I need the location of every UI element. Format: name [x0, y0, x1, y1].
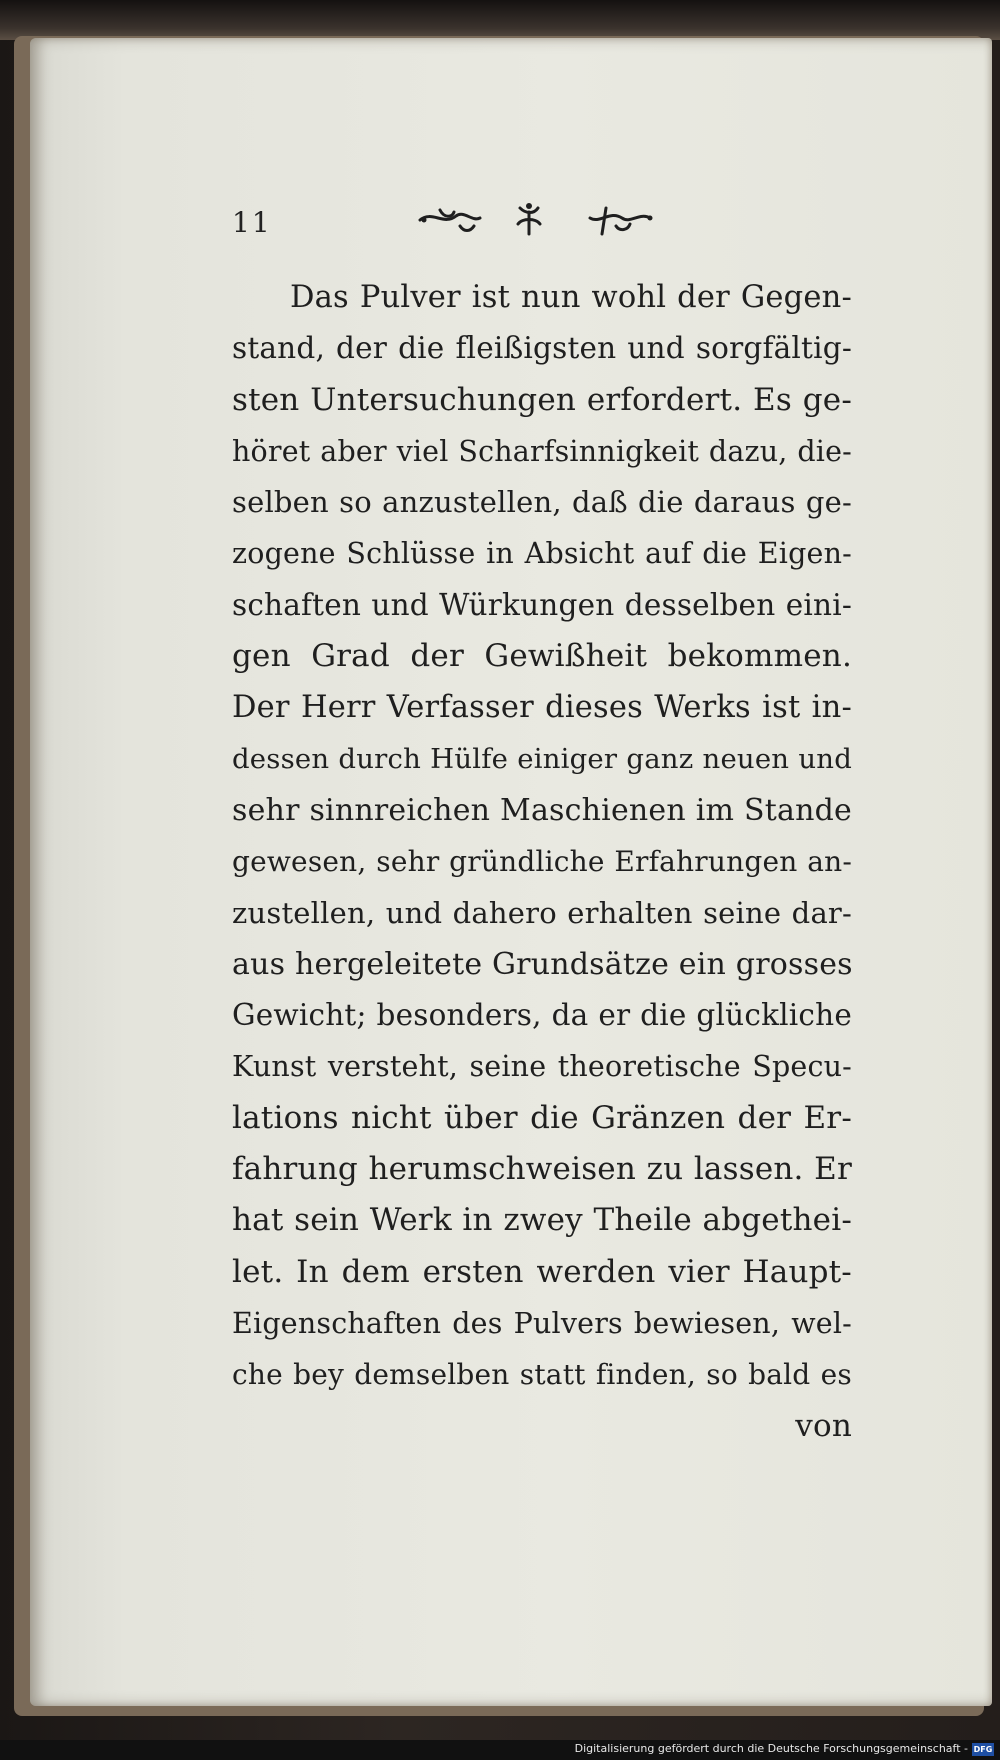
text-line: höret aber viel Scharfsinnigkeit dazu, die- — [232, 434, 852, 468]
text-line: zogene Schlüsse in Absicht auf die Eigen- — [232, 537, 852, 571]
fleuron-ornament-icon — [410, 196, 660, 242]
text-line: fahrung herumschweisen zu lassen. Er — [232, 1151, 852, 1188]
text-line: lations nicht über die Gränzen der Er- — [232, 1099, 852, 1136]
text-line: Der Herr Verfasser dieses Werks ist in- — [232, 690, 852, 726]
text-line: hat sein Werk in zwey Theile abgethei- — [232, 1202, 852, 1239]
text-line: aus hergeleitete Grundsätze ein grosses — [232, 946, 853, 982]
catchword: von — [795, 1407, 852, 1444]
text-line: gen Grad der Gewißheit bekommen. — [232, 638, 852, 675]
text-line: stand, der die fleißigsten und sorgfältig- — [232, 331, 852, 366]
page-text — [232, 272, 852, 1452]
text-line: let. In dem ersten werden vier Haupt- — [232, 1253, 852, 1290]
text-line: Das Pulver ist nun wohl der Gegen- — [290, 280, 852, 315]
text-line: dessen durch Hülfe einiger ganz neuen und — [232, 742, 852, 775]
footer-credit: Digitalisierung gefördert durch die Deutsche Forschungsgemeinschaft - — [574, 1742, 968, 1755]
text-line: sehr sinnreichen Maschienen im Stande — [232, 792, 852, 828]
text-line: selben so anzustellen, daß die daraus ge- — [232, 485, 852, 520]
scan-top-edge — [0, 0, 1000, 40]
page-number: 11 — [232, 206, 272, 239]
text-line: gewesen, sehr gründliche Erfahrungen an- — [232, 845, 852, 879]
text-line: Gewicht; besonders, da er die glückliche — [232, 998, 852, 1033]
text-line: sten Untersuchungen erfordert. Es ge- — [232, 381, 852, 418]
text-line: zustellen, und dahero erhalten seine dar- — [232, 895, 852, 930]
text-line: Eigenschaften des Pulvers bewiesen, wel- — [232, 1306, 852, 1340]
text-line: Kunst versteht, seine theoretische Specu- — [232, 1050, 852, 1084]
text-line: schaften und Würkungen desselben eini- — [232, 587, 852, 622]
text-line: che bey demselben statt finden, so bald es — [232, 1358, 852, 1392]
dfg-logo: DFG — [973, 1745, 993, 1754]
